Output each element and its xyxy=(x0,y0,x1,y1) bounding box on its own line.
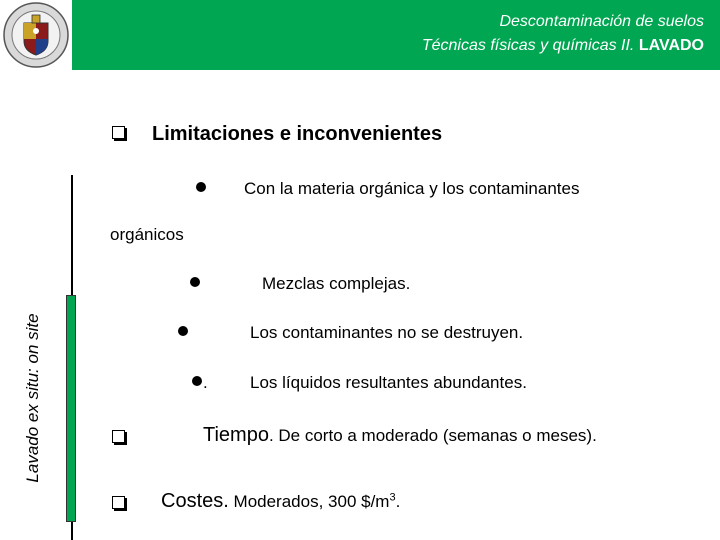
tiempo-checkbox-bullet-icon xyxy=(112,430,125,443)
bullet-dot-icon xyxy=(192,376,202,386)
costes-text: Moderados, 300 $/m xyxy=(228,492,390,511)
costes-checkbox-bullet-icon xyxy=(112,496,125,509)
header-title-line2 xyxy=(422,37,704,55)
bullet-dot-icon xyxy=(178,326,188,336)
heading-checkbox-bullet-icon xyxy=(112,126,125,139)
bullet-2: Mezclas complejas. xyxy=(262,274,411,293)
costes-end: . xyxy=(395,492,401,511)
costes-superscript: 3 xyxy=(389,491,396,504)
section-heading: Limitaciones e inconvenientes xyxy=(152,123,443,145)
tiempo-line xyxy=(203,424,597,447)
header-title-line2-bold: LAVADO xyxy=(638,37,704,54)
bullet-4: Los líquidos resultantes abundantes. xyxy=(250,373,527,392)
bullet-3: Los contaminantes no se destruyen. xyxy=(250,323,524,342)
tiempo-label: Tiempo xyxy=(203,424,269,446)
tiempo-text: . De corto a moderado (semanas o meses). xyxy=(268,426,597,445)
costes-line xyxy=(161,490,400,513)
sidebar-vertical-title: Lavado ex situ: on site xyxy=(23,313,42,483)
logo-container xyxy=(0,0,72,70)
green-side-bar xyxy=(66,295,76,522)
header-bar xyxy=(0,0,720,70)
bullet-dot-icon xyxy=(190,277,200,287)
header-title-line1: Descontaminación de suelos xyxy=(499,13,704,30)
bullet-4-dot-suffix: . xyxy=(203,373,208,392)
bullet-1-line2: orgánicos xyxy=(110,225,184,244)
university-crest-icon xyxy=(2,1,70,69)
header-title-line2-text: Técnicas físicas y químicas II. xyxy=(421,37,639,54)
costes-label: Costes. xyxy=(161,490,229,512)
bullet-1-line1: Con la materia orgánica y los contaminantes xyxy=(244,179,580,198)
bullet-dot-icon xyxy=(196,182,206,192)
